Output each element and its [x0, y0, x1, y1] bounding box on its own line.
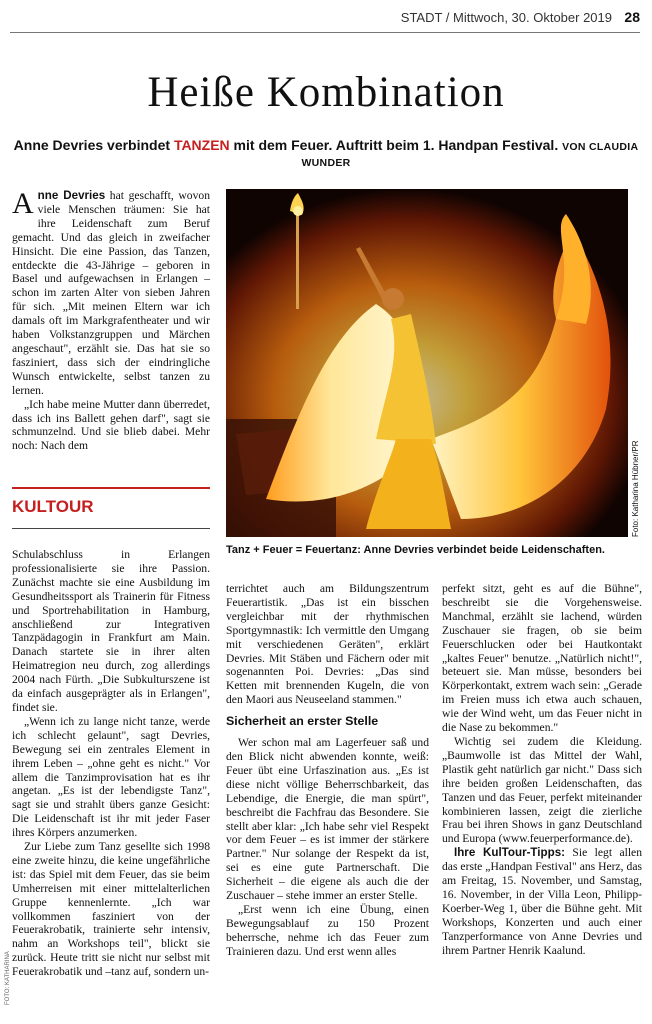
paragraph: „Erst wenn ich eine Übung, einen Bewegungsablauf zu 150 Prozent beherrsche, nehme ich das Feuer zum Trainieren dazu. Und erst wenn alles: [226, 902, 429, 958]
tips-label: Ihre KulTour-Tipps:: [454, 846, 566, 860]
paragraph: „Wenn ich zu lange nicht tanze, werde ich schlecht gelaunt", sagt Devries, Bewegung sei ein zentrales Element in ihrem Leben – „ohne geht es nicht." Vor allem die Tanzimprovisation hat es ihr angetan. „Es ist der lebendigste Tanz", sagt sie und strahlt übers ganze Gesicht: Die Leidenschaft ist ihr mit jeder Faser ihres Körpers anzumerken.: [12, 714, 210, 840]
paragraph: Zur Liebe zum Tanz gesellte sich 1998 eine zweite hinzu, die keine ungefährliche ist: das Spiel mit dem Feuer, das sie beim Umherreisen mit einer mittelalterlichen Gruppe kennenlernte. „Ich war vollkommen fasziniert von der Feuerakrobatik, trainierte sehr intensiv, nahm an Workshops teil", blickt sie zurück. Heute tritt sie nicht nur selbst mit Feuerakrobatik und –tanz auf, sondern un-: [12, 840, 210, 979]
subheadline: [0, 137, 652, 169]
header-rule: [10, 32, 640, 33]
kultour-rule-top: [12, 487, 210, 489]
paragraph: Wichtig sei zudem die Kleidung. „Baumwolle ist das Mittel der Wahl, Plastik geht natürlich gar nicht." Dass sich ihre beiden großen Leidenschaften, das Tanzen und das Feuer, perfekt miteinander kombinieren lassen, zeigt die zierliche Frau bei ihren Shows in ganz Deutschland und Europa (www.feuerperformance.de).: [442, 734, 642, 846]
article-column-3: [442, 582, 642, 957]
kultour-label: KULTOUR: [12, 497, 94, 516]
subline-post: mit dem Feuer. Auftritt beim 1. Handpan Festival.: [229, 137, 559, 153]
paragraph: Wer schon mal am Lagerfeuer saß und den Blick nicht abwenden konnte, weiß: Feuer übt eine Urfaszination aus. „Es ist diese nicht völlige Beherrschbarkeit, das Lebendige, die Energie, die man spürt", beschreibt die Fachfrau das Besondere. Sie stellt aber klar: „Ich habe sehr viel Respekt vor dem Feuer – es ist immer der stärkere Partner." Nur solange der Respekt da ist, sei es eine gute Partnerschaft. Die Sicherheit – die eigene als auch die der Zuschauer – stehe immer an erster Stelle.: [226, 736, 429, 903]
lead-text: hat geschafft, wovon viele Menschen träumen: Sie hat ihre Leidenschaft zum Beruf gemacht. Und das gleich in zweifacher Hinsicht. Die eine Passion, das Tanzen, entdeckte die 43-Jährige – geboren in Basel und aufgewachsen in Erlangen – schon im zarten Alter von sieben Jahren für sich. „Mit meinen Eltern war ich damals oft im Markgrafentheater und wir haben Volkstanzgruppen und Märchen angeschaut", erzählt sie. Das hat sie so fasziniert, dass sich der eindringliche Wunsch entwickelte, selbst tanzen zu lernen.: [12, 189, 210, 397]
headline: Heiße Kombination: [147, 69, 505, 116]
paragraph: Schulabschluss in Erlangen professionalisierte sie ihre Passion. Zunächst machte sie eine Ausbildung im Gesundheitssport als Trainerin für Fitness und Sportrehabilitation in Hamburg, anschließend zur Integrativen Tanzpädagogin in Frankfurt am Main. Danach startete sie in ihrer alten Heimatregion neu durch, zog allerdings 2004 nach Fürth. „Die Subkulturszene ist da einfach ausgeprägter als in Erlangen", findet sie.: [12, 548, 210, 714]
kultour-rule-bottom: [12, 528, 210, 529]
photo-credit: Foto: Katharina Hübner/PR: [631, 440, 640, 537]
page-number: 28: [624, 9, 640, 25]
fire-dancer-photo: [226, 189, 628, 537]
tips-text: Sie legt allen das erste „Handpan Festival" ans Herz, das am Freitag, 15. November, und Samstag, 16. November, in der Villa Leon, Philipp-Koerber-Weg 1, über die Bühne geht. Mit Workshops, Konzerten und auch einer Tanzperformance von Anne Devries und ihrem Partner Henrik Kaalund.: [442, 846, 643, 957]
article-column-2: [226, 582, 429, 959]
subline-pre: Anne Devries verbindet: [13, 137, 174, 153]
lead-name: nne Devries: [37, 189, 106, 202]
paragraph: terrichtet auch am Bildungszentrum Feuerartistik. „Das ist ein bisschen vergleichbar mit der rhythmischen Sportgymnastik: Ich vermittle den Umgang mit verschiedenen Geräten", erklärt Devries. Mit Stäben und Fächern oder mit sogenannten Poi. Devries: „Das sind Ketten mit brennenden Kugeln, die von den Maori aus Neuseeland stammen.": [226, 582, 429, 707]
byline: VON CLAUDIA WUNDER: [301, 141, 639, 169]
side-vertical-credit: FOTO: KATHARINA: [5, 951, 11, 1005]
article-column-1-top: [12, 189, 210, 453]
section-date: STADT / Mittwoch, 30. Oktober 2019: [400, 10, 612, 25]
photo-caption: Tanz + Feuer = Feuertanz: Anne Devries verbindet beide Leidenschaften.: [226, 544, 605, 556]
drop-cap: A: [12, 187, 34, 220]
paragraph: perfekt sitzt, geht es auf die Bühne", beschreibt sie die Vorgehensweise. Manchmal, erzählt sie lachend, würden Zuschauer sie fragen, ob sie beim Feuerschlucken oder bei Hautkontakt „kaltes Feuer" benutze. „Natürlich nicht!", beteuert sie. Man müsse, besonders bei Körperkontakt, extrem wach sein: „Gerade im Freien muss ich etwa auch schauen, wie der Wind weht, um das Feuer nicht in die Nase zu bekommen.": [442, 582, 642, 735]
article-column-1-bottom: [12, 548, 210, 979]
section-subheading: Sicherheit an erster Stelle: [226, 714, 379, 729]
page-header: [0, 10, 640, 30]
subline-highlight: TANZEN: [173, 137, 230, 153]
paragraph: „Ich habe meine Mutter dann überredet, dass ich ins Ballett gehen darf", sagt sie schmunzelnd. Und sie blieb dabei. Mehr noch: Nach dem: [12, 397, 210, 453]
